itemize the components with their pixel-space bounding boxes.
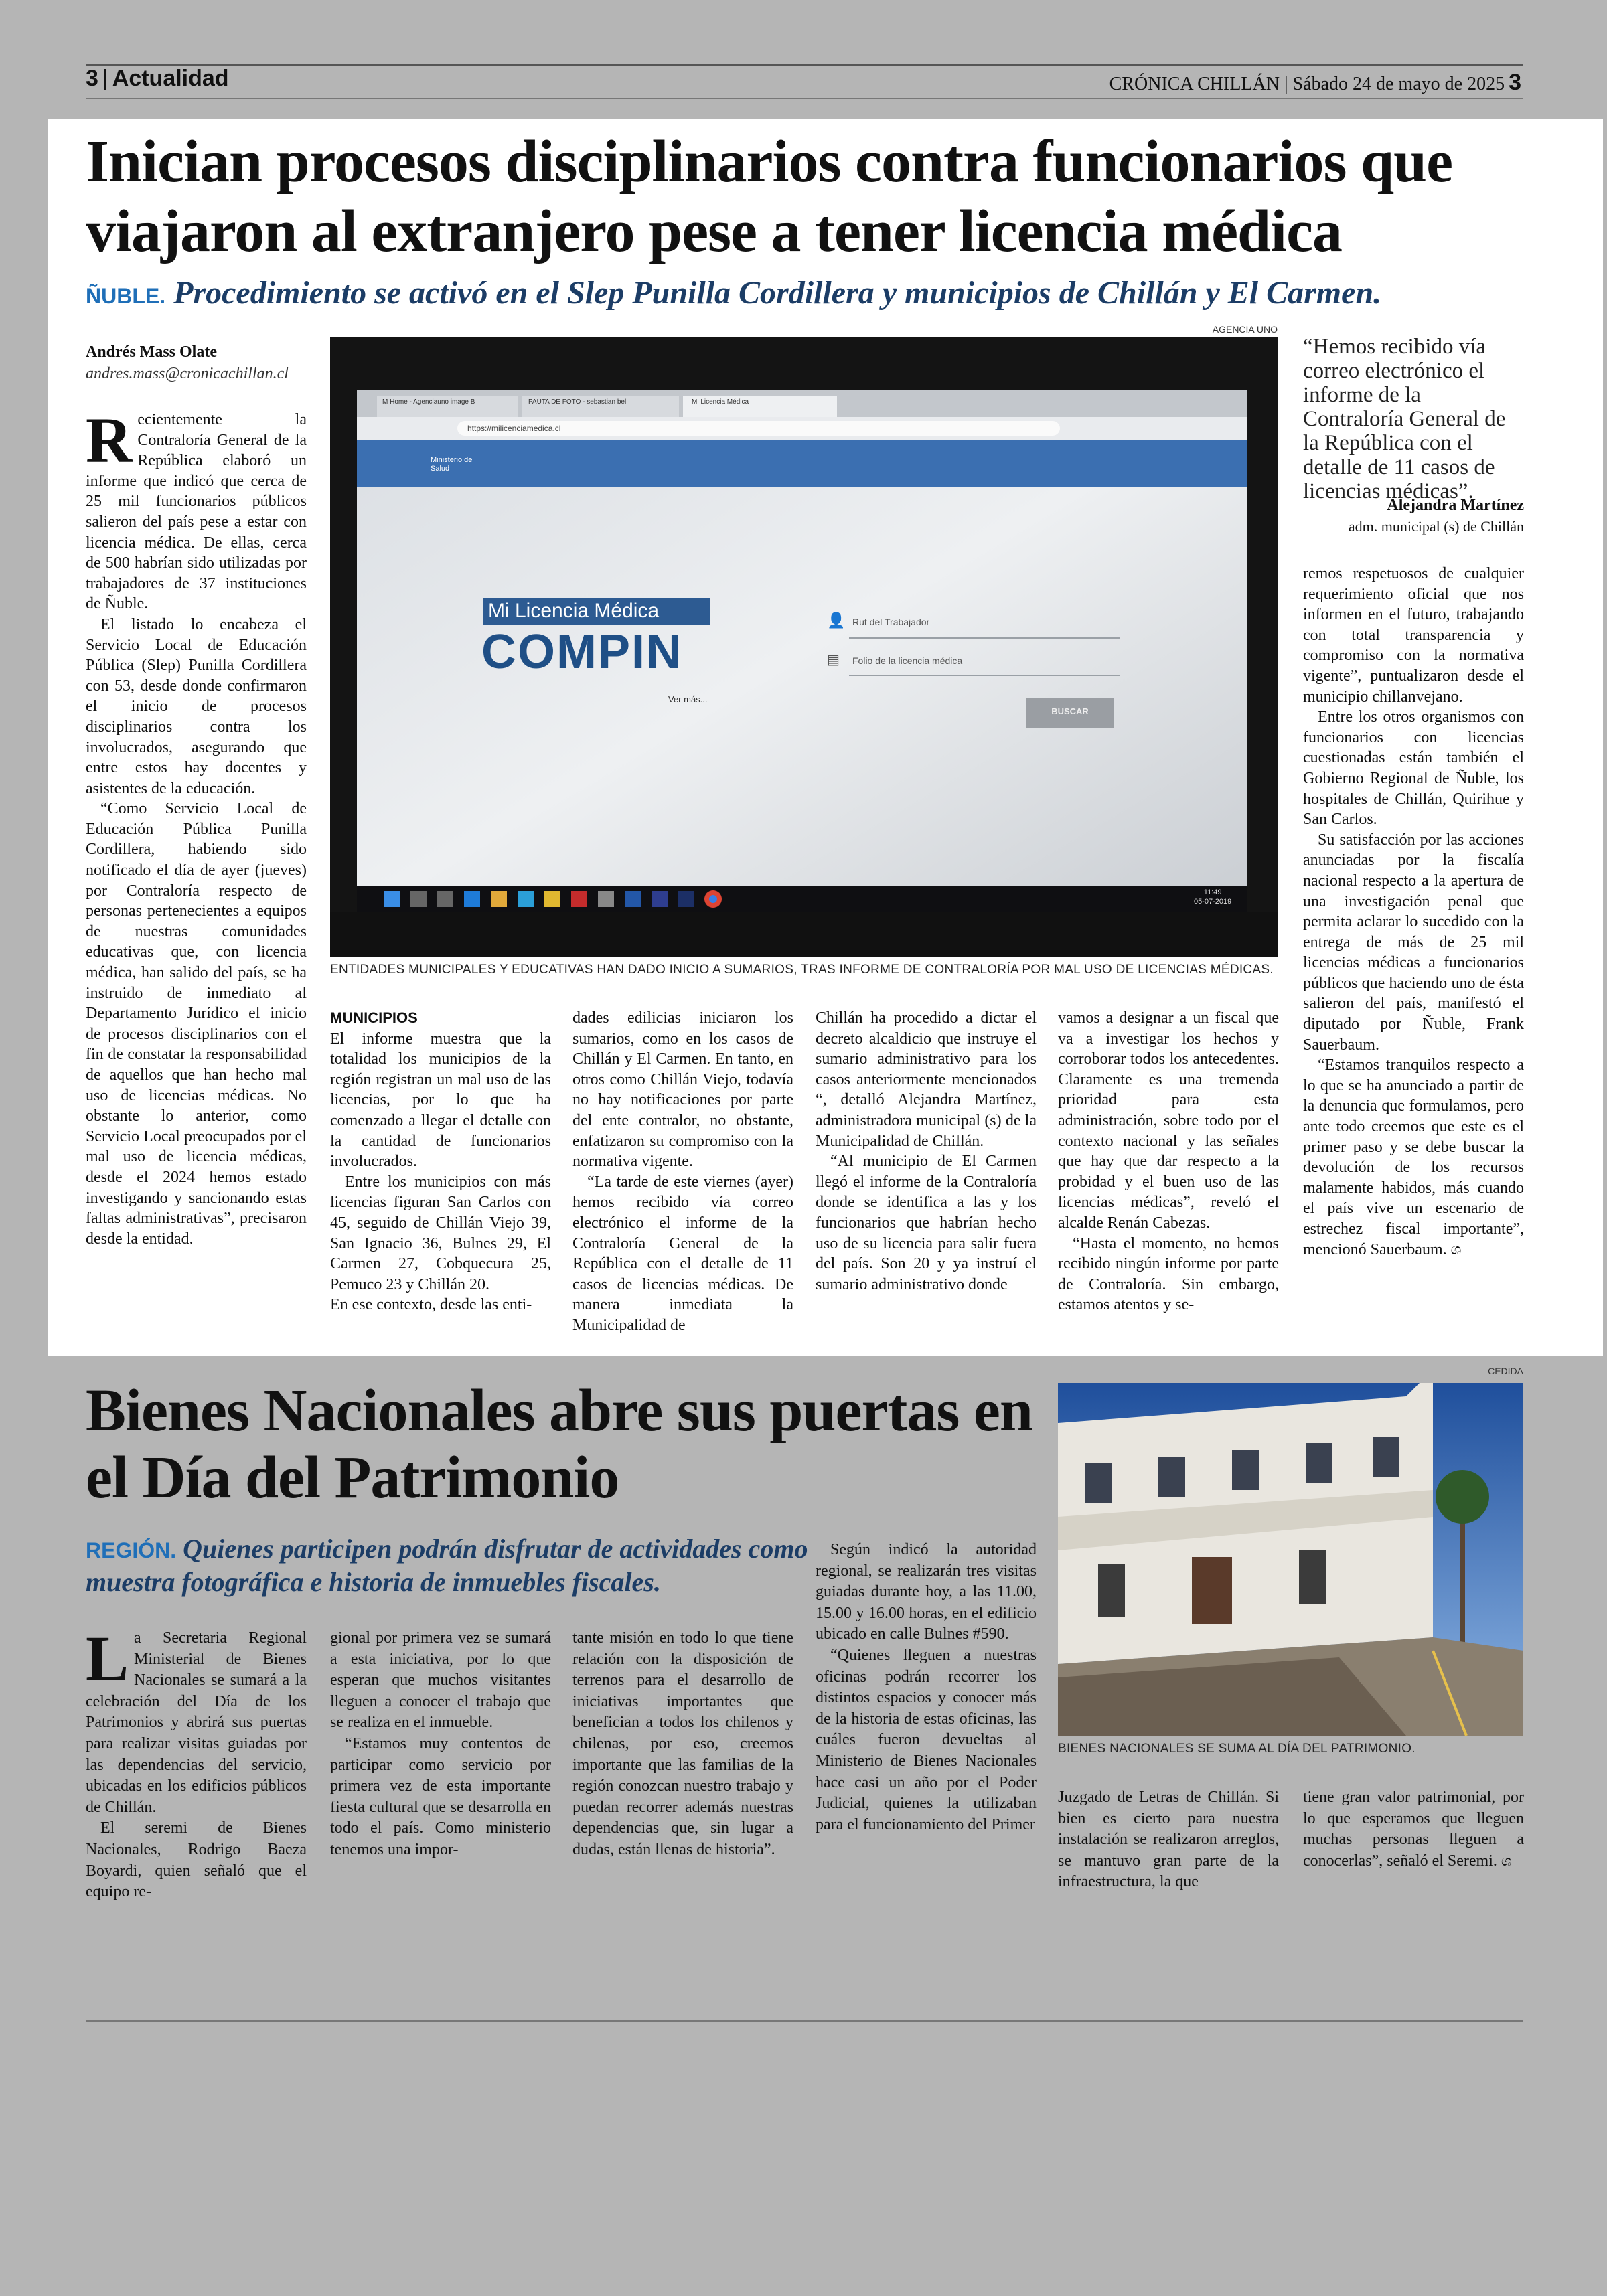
page-header-right: CRÓNICA CHILLÁN | Sábado 24 de mayo de 2025 3 [1109, 70, 1521, 95]
article2-column-1: La Secretaria Regional Ministerial de Bienes Nacionales se sumará a la celebración del Día de los Patrimonios y abrirá sus puertas para realizar visitas guiadas por las dependencias del servicio, ubicadas en los edificios públicos de Chillán. El seremi de Bienes Nacionales, Rodrigo Baeza Boyardi, quien señaló que el equipo re- [86, 1623, 307, 1901]
end-mark: ශ [1501, 1852, 1512, 1870]
section-name: Actualidad [112, 66, 229, 91]
article2-column-4: Según indicó la autoridad regional, se realizarán tres visitas guiadas durante hoy, a las 11.00, 15.00 y 16.00 horas, en el edificio ubicado en calle Bulnes #590. “Quienes lleguen a nuestras oficinas podrán recorrer los distintos espacios y conocer más de la historia de estas oficinas, las cuáles fueron devueltas al Ministerio de Bienes Nacionales hace casi un año por el Poder Judicial, quienes la utilizaban para el funcionamiento del Primer [816, 1541, 1037, 1833]
rut-field: Rut del Trabajador [852, 617, 930, 627]
article2-column-6: tiene gran valor patrimonial, por lo que esperamos que lleguen muchas personas lleguen a conocerlas”, señaló el Seremi. ශ [1303, 1789, 1524, 1870]
article2-headline: Bienes Nacionales abre sus puertas en el Día del Patrimonio [86, 1378, 1032, 1511]
photo-credit: AGENCIA UNO [1212, 324, 1278, 335]
kicker-region-tag: ÑUBLE. [86, 284, 166, 308]
header-top-rule [86, 64, 1523, 66]
ministry-logo: Ministerio de Salud [431, 456, 473, 473]
author-email: andres.mass@cronicachillan.cl [86, 365, 289, 382]
article1-column-1: Recientemente la Contraloría General de la República elaboró un informe que indicó que cerca de 25 mil funcionarios públicos salieron del país pese a estar con licencia médica. De ellas, cerca de 500 habrían sido utilizadas por trabajadores de 37 instituciones de Ñuble. El listado lo encabeza el Servicio Local de Educación Pública (Slep) Punilla Cordillera con 53, desde donde confirmaron el inicio de procesos disciplinarios contra los involucrados, asegurando que entre estos hay docentes y asistentes de la educación. “Como Servicio Local de Educación Pública Punilla Cordillera, habiendo sido notificado el día de ayer (jueves) por Contraloría respecto de personas pertenecientes a equipos de nuestras comunidades educativas que, con licencia médica, han salido del país, se ha instruido de inmediato al Departamento Jurídico el inicio de procesos disciplinarios con el fin de constatar la responsabilidad de aquellos que han hecho mal uso de licencias médicas. No obstante lo anterior, como Servicio Local preocupados por el mal uso de licencia médicas, desde el 2024 hemos estado investigando y sancionando estas faltas administrativas”, precisaron desde la entidad. [86, 404, 307, 1248]
page-bottom-rule [86, 2020, 1523, 2022]
pull-quote: “Hemos recibido vía correo electrónico el informe de la Contraloría General de la República con el detalle de 11 casos de licencias médicas”. [1303, 335, 1506, 503]
taskbar-clock: 11:49 05-07-2019 [1194, 888, 1232, 906]
brand-mi-licencia: Mi Licencia Médica [488, 600, 660, 622]
byline [86, 341, 307, 384]
article2-column-5: Juzgado de Letras de Chillán. Si bien es cierto para nuestra instalación se realizaron arreglos, se mantuvo gran parte de la infraestructura, la que [1058, 1789, 1279, 1891]
article2-kicker: REGIÓN. Quienes participen podrán disfrutar de actividades como muestra fotográfica e historia de inmuebles fiscales. [86, 1534, 808, 1597]
article1-photo-caption: ENTIDADES MUNICIPALES Y EDUCATIVAS HAN DADO INICIO A SUMARIOS, TRAS INFORME DE CONTRALORÍA POR MAL USO DE LICENCIAS MÉDICAS. [330, 963, 1274, 977]
browser-url: https://milicenciamedica.cl [467, 424, 561, 433]
page-header-left: 3 | Actualidad [86, 66, 229, 91]
article1-photo [330, 337, 1278, 957]
header-bottom-rule [86, 98, 1523, 99]
issue-date: Sábado 24 de mayo de 2025 [1292, 74, 1505, 94]
article1-column-3: dades edilicias iniciaron los sumarios, como en los casos de Chillán y El Carmen. En tanto, en otros como Chillán Viejo, todavía no hay notificaciones por parte del ente contralor, no obstante, enfatizaron su compromiso con la normativa vigente. “La tarde de este viernes (ayer) hemos recibido vía correo electrónico el informe de la Contraloría General de la República con el detalle de 11 casos de licencias médicas. De manera inmediata la Municipalidad de [572, 1009, 793, 1334]
article1-kicker: ÑUBLE. Procedimiento se activó en el Slep Punilla Cordillera y municipios de Chillán y El Carmen. [86, 275, 1382, 311]
article2-photo [1058, 1383, 1523, 1736]
article1-headline: Inician procesos disciplinarios contra funcionarios que viajaron al extranjero pese a tener licencia médica [86, 129, 1453, 264]
article2-column-3: tante misión en todo lo que tiene relación con la disposición de terrenos para el desarrollo de iniciativas importantes que benefician a todos los chilenos y chilenas, por eso, creemos importante que las familias de la región conozcan nuestro trabajo y puedan recorrer además nuestras dependencias que, sin lugar a dudas, están llenas de historia”. [572, 1629, 793, 1858]
ver-mas-link: Ver más... [668, 694, 708, 704]
browser-tab-3: Mi Licencia Médica [692, 398, 749, 406]
subhead-municipios: MUNICIPIOS [330, 1009, 418, 1026]
folio-field: Folio de la licencia médica [852, 655, 963, 666]
article2-photo-caption: BIENES NACIONALES SE SUMA AL DÍA DEL PATRIMONIO. [1058, 1742, 1415, 1756]
building-illustration [1058, 1383, 1523, 1736]
brand-compin: COMPIN [481, 625, 682, 679]
article1-column-2: MUNICIPIOS El informe muestra que la totalidad los municipios de la región registran un mal uso de las licencias, por lo que ha comenzado a llegar el detalle con la cantidad de funcionarios involucrados. Entre los municipios con más licencias figuran San Carlos con 45, seguido de Chillán Viejo 39, San Ignacio 36, Bulnes 29, El Carmen 27, Cobquecura 25, Pemuco 23 y Chillán 20. En ese contexto, desde las enti- [330, 1009, 551, 1314]
pull-quote-name: Alejandra Martínez [1387, 497, 1524, 514]
kicker-region-tag: REGIÓN. [86, 1538, 177, 1562]
end-mark: ශ [1450, 1241, 1462, 1258]
pull-quote-role: adm. municipal (s) de Chillán [1348, 518, 1524, 535]
buscar-button: BUSCAR [1051, 706, 1089, 716]
article2-column-2: gional por primera vez se sumará a esta iniciativa, por lo que esperan que muchos visitantes lleguen a conocer el trabajo que se realiza en el inmueble. “Estamos muy contentos de participar como servicio por primera vez de esta importante fiesta cultural que se desarrolla en todo el país. Como ministerio tenemos una impor- [330, 1629, 551, 1858]
document-icon: ▤ [827, 651, 840, 667]
browser-tab-1: M Home - Agenciauno image B [382, 398, 475, 406]
user-icon: 👤 [827, 612, 846, 629]
browser-tab-2: PAUTA DE FOTO - sebastian bel [528, 398, 627, 406]
article1-column-5: vamos a designar a un fiscal que va a investigar los hechos y corroborar todos los antecedentes. Claramente es una tremenda prioridad para esta administración, sobre todo por el contexto nacional y las señales que hay que dar respecto a la probidad y el buen uso de las licencias médicas”, reveló el alcalde Renán Cabezas. “Hasta el momento, no hemos recibido ningún informe por parte de Contraloría. Sin embargo, estamos atentos y se- [1058, 1009, 1279, 1314]
photo-credit: CEDIDA [1488, 1366, 1523, 1376]
article1-column-4: Chillán ha procedido a dictar el decreto alcaldicio que instruye el sumario administrativo para los casos anteriormente mencionados “, detalló Alejandra Martínez, administradora municipal (s) de la Municipalidad de Chillán. “Al municipio de El Carmen llegó el informe de la Contraloría donde se identifica a las y los funcionarios que habrían hecho uso de su licencia para salir fuera del país. Son 20 y ya instruí el sumario administrativo donde [816, 1009, 1037, 1293]
article1-column-6: remos respetuosos de cualquier requerimiento oficial que nos informen en el futuro, trabajando con total transparencia y compromiso con la normativa vigente”, puntualizaron desde el municipio chillanvejano. Entre los otros organismos con funcionarios con licencias cuestionadas están también el Gobierno Regional de Ñuble, los hospitales de Chillán, Quirihue y San Carlos. Su satisfacción por las acciones anunciadas por la fiscalía nacional respecto a la apertura de una investigación penal que permita aclarar lo sucedido con la entrega de más de 25 mil licencias médicas a funcionarios públicos que haciendo uno de ésta salieron del país, manifestó el diputado por Ñuble, Frank Sauerbaum. “Estamos tranquilos respecto a lo que se ha anunciado a partir de la denuncia que formulamos, pero ante todo creemos que este es el primer paso y se debe buscar la devolución de los recursos malamente habidos, más cuando el país vive un escenario de estrechez fiscal importante”, mencionó Sauerbaum. ශ [1303, 565, 1524, 1258]
dropcap: R [86, 404, 133, 476]
author-name: Andrés Mass Olate [86, 343, 217, 361]
dropcap: L [86, 1623, 129, 1694]
newspaper-name: CRÓNICA CHILLÁN [1109, 74, 1280, 94]
